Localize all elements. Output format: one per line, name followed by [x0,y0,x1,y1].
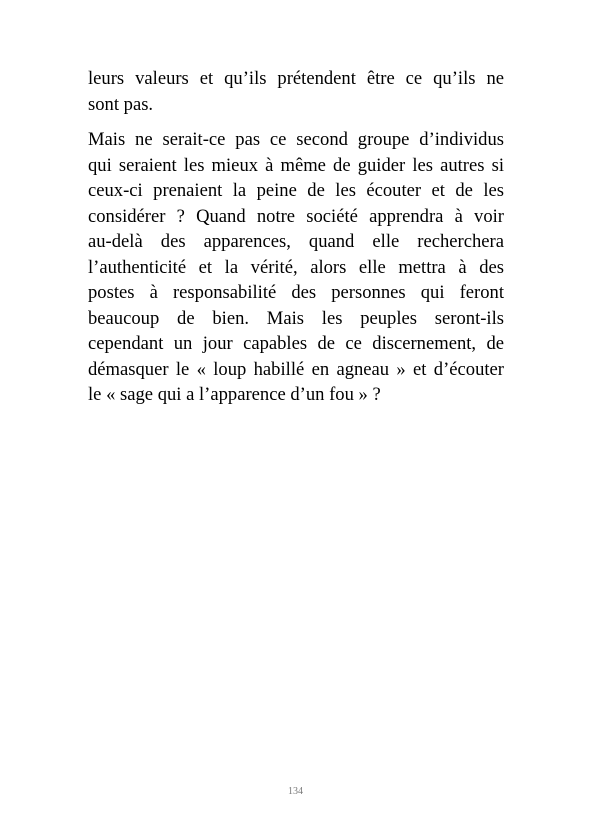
text-line: Mais ne serait-ce pas ce second groupe d’individus [88,129,504,150]
paragraph-2 [88,127,504,408]
paragraph-1 [88,66,504,117]
text-line: qui seraient les mieux à même de guider les autres si [88,154,504,176]
text-line: cependant un jour capables de ce discernement, de [88,333,504,354]
text-line: postes à responsabilité des personnes qui feront [88,282,504,303]
text-line: sont pas. [88,93,154,115]
text-line: le « sage qui a l’apparence d’un fou » ? [88,384,381,405]
text-line: au-delà des apparences, quand elle recherchera [88,231,504,252]
text-line: leurs valeurs et qu’ils prétendent être ce qu’ils ne [88,68,504,89]
text-line: beaucoup de bien. Mais les peuples seront-ils [88,307,504,329]
page-number: 134 [288,786,303,797]
text-line: ceux-ci prenaient la peine de les écouter et de les [88,180,504,201]
text-line: considérer ? Quand notre société apprendra à voir [88,205,504,227]
body-text [88,66,504,418]
text-line: l’authenticité et la vérité, alors elle mettra à des [88,256,504,278]
text-line: démasquer le « loup habillé en agneau » et d’écouter [88,358,504,380]
